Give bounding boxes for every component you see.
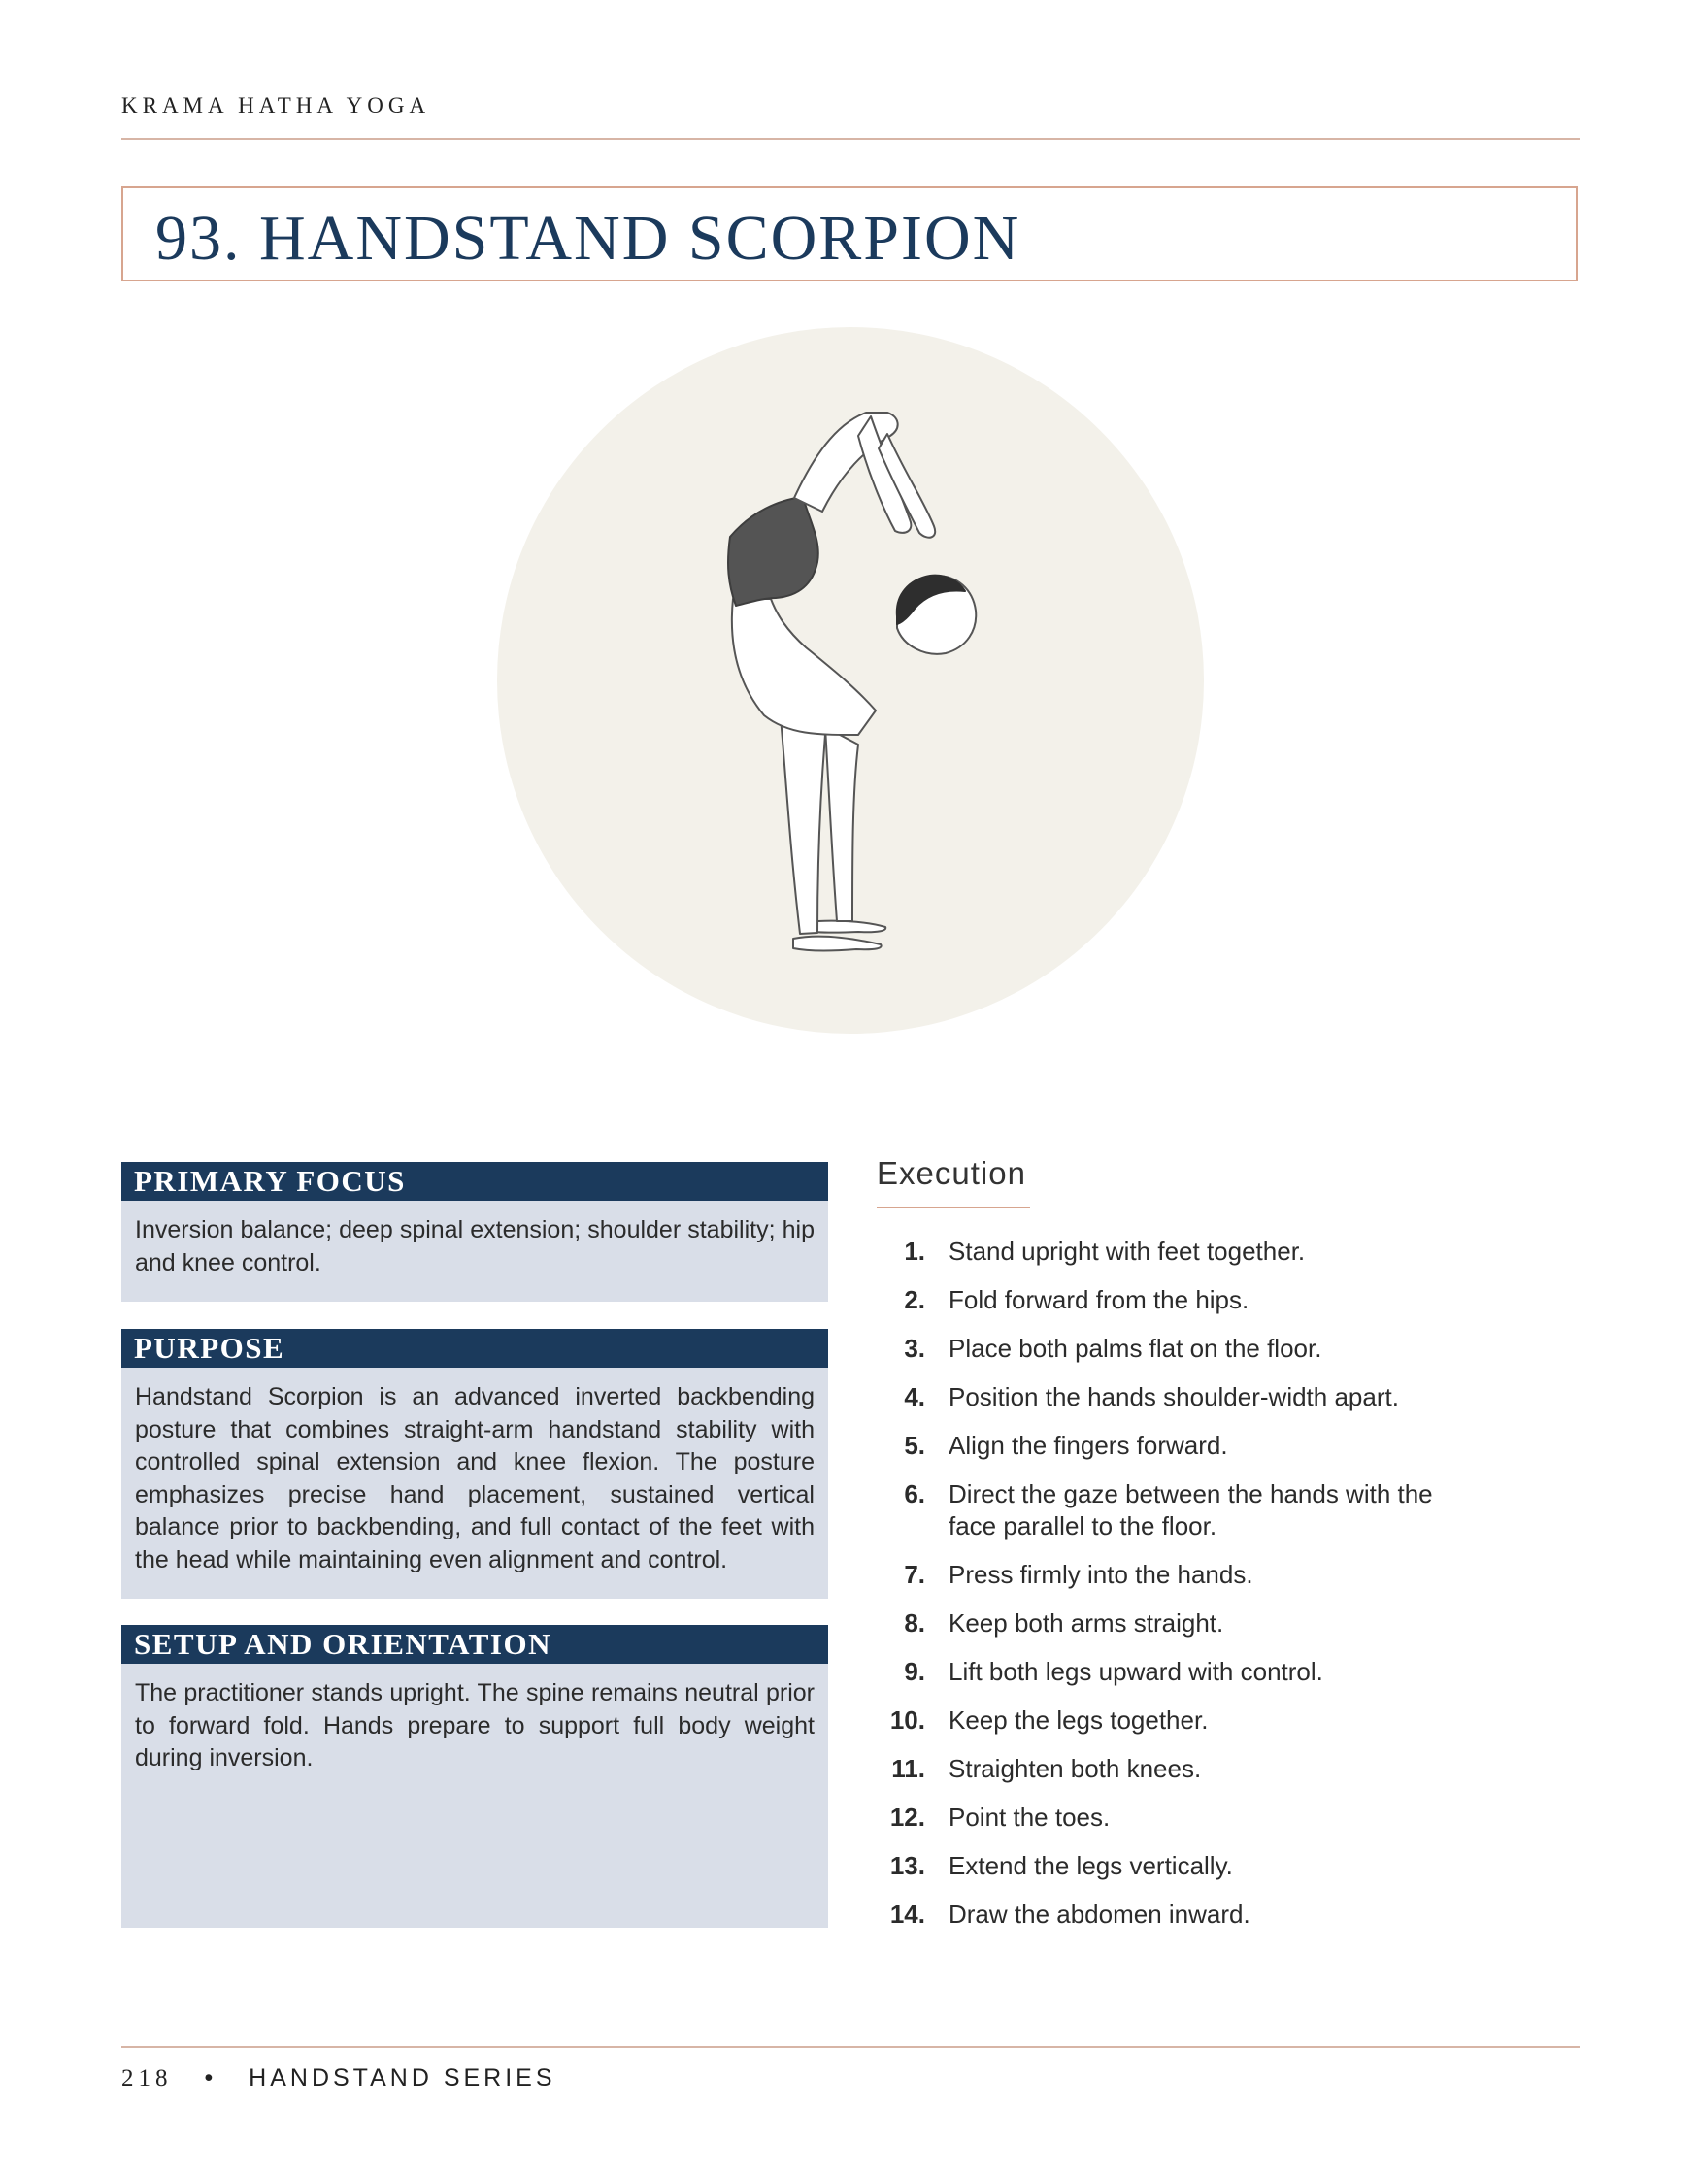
- step-item: [877, 1478, 1556, 1542]
- step-text: Lift both legs upward with control.: [949, 1657, 1323, 1686]
- step-text: Keep the legs together.: [949, 1705, 1209, 1735]
- pose-illustration: [497, 327, 1204, 1034]
- footer-rule: [121, 2046, 1580, 2048]
- primary-focus-text: Inversion balance; deep spinal extension; shoulder stability; hip and knee control.: [135, 1216, 815, 1276]
- step-text: Direct the gaze between the hands with the face parallel to the floor.: [949, 1479, 1433, 1540]
- footer-separator: •: [204, 2065, 217, 2092]
- purpose-heading: PURPOSE: [121, 1329, 828, 1368]
- step-number: 2.: [904, 1285, 925, 1314]
- step-number: 8.: [904, 1608, 925, 1638]
- primary-focus-heading: PRIMARY FOCUS: [121, 1162, 828, 1201]
- step-item: [877, 1753, 1556, 1785]
- step-text: Position the hands shoulder-width apart.: [949, 1382, 1399, 1411]
- step-number: 14.: [889, 1900, 925, 1929]
- page-number: 218: [121, 2066, 173, 2092]
- step-text: Extend the legs vertically.: [949, 1851, 1233, 1880]
- step-item: [877, 1850, 1556, 1882]
- step-number: 13.: [889, 1851, 925, 1880]
- step-text: Draw the abdomen inward.: [949, 1900, 1250, 1929]
- step-number: 5.: [904, 1431, 925, 1460]
- step-text: Press firmly into the hands.: [949, 1560, 1253, 1589]
- step-item: [877, 1381, 1556, 1413]
- step-item: [877, 1559, 1556, 1591]
- setup-panel: [121, 1625, 828, 1928]
- execution-underline: [877, 1207, 1030, 1208]
- step-text: Stand upright with feet together.: [949, 1237, 1306, 1266]
- step-number: 3.: [904, 1334, 925, 1363]
- execution-heading: Execution: [877, 1155, 1026, 1191]
- step-text: Keep both arms straight.: [949, 1608, 1224, 1638]
- step-item: [877, 1236, 1556, 1268]
- pose-title-box: [121, 186, 1578, 281]
- step-number: 9.: [904, 1657, 925, 1686]
- step-item: [877, 1802, 1556, 1834]
- step-number: 12.: [889, 1803, 925, 1832]
- section-name: HANDSTAND SERIES: [249, 2065, 556, 2092]
- header-rule: [121, 138, 1580, 140]
- step-number: 7.: [904, 1560, 925, 1589]
- step-text: Point the toes.: [949, 1803, 1111, 1832]
- step-text: Place both palms flat on the floor.: [949, 1334, 1322, 1363]
- step-text: Straighten both knees.: [949, 1754, 1202, 1783]
- step-number: 10.: [889, 1705, 925, 1735]
- step-text: Align the fingers forward.: [949, 1431, 1228, 1460]
- step-text: Fold forward from the hips.: [949, 1285, 1249, 1314]
- purpose-panel: [121, 1329, 828, 1599]
- step-item: [877, 1899, 1556, 1931]
- step-item: [877, 1430, 1556, 1462]
- step-item: [877, 1333, 1556, 1365]
- step-number: 11.: [891, 1754, 925, 1783]
- step-number: 1.: [904, 1237, 925, 1266]
- step-item: [877, 1704, 1556, 1737]
- pose-title: 93. HANDSTAND SCORPION: [155, 203, 1021, 274]
- step-item: [877, 1284, 1556, 1316]
- purpose-text: Handstand Scorpion is an advanced inverted backbending posture that combines straight-arm handstand stability with controlled spinal extension and knee flexion. The posture emphasizes precise hand placement, sustained vertical balance prior to backbending, and full contact of the feet with the head while maintaining even alignment and control.: [135, 1383, 815, 1573]
- step-item: [877, 1656, 1556, 1688]
- execution-steps: [877, 1236, 1556, 1947]
- running-title: KRAMA HATHA YOGA: [121, 93, 431, 117]
- page-footer: [121, 2065, 556, 2093]
- step-item: [877, 1607, 1556, 1639]
- setup-text: The practitioner stands upright. The spine remains neutral prior to forward fold. Hands prepare to support full body weight during inversion.: [135, 1679, 815, 1771]
- step-number: 6.: [904, 1479, 925, 1508]
- primary-focus-panel: [121, 1162, 828, 1302]
- step-number: 4.: [904, 1382, 925, 1411]
- setup-heading: SETUP AND ORIENTATION: [121, 1625, 828, 1664]
